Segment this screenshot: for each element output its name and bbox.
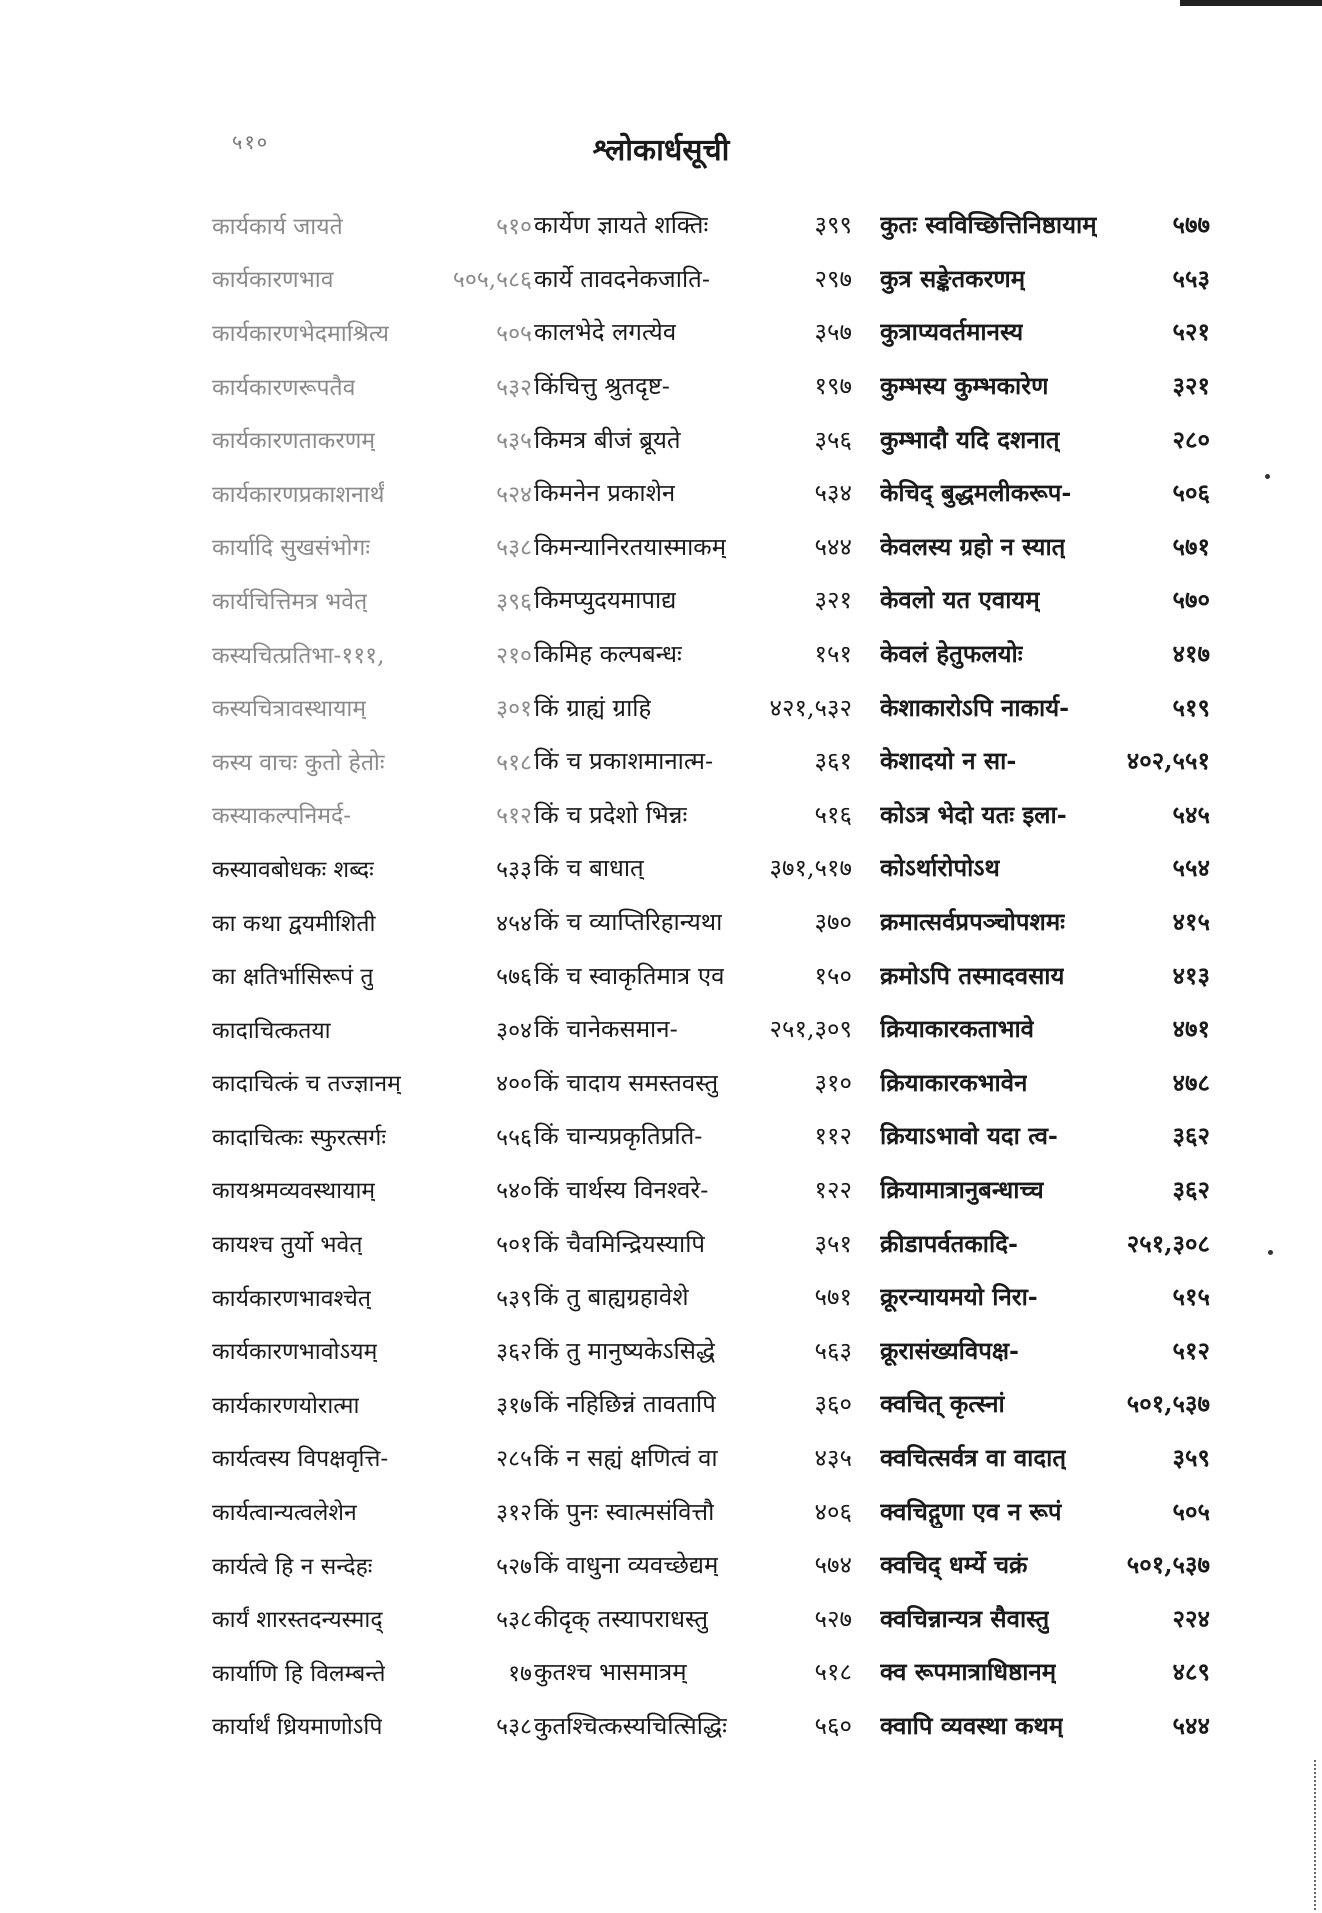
entry-verse: क्रीडापर्वतकादि- <box>880 1228 1018 1258</box>
index-entry <box>880 1645 1210 1699</box>
entry-verse: कार्यत्वस्य विपक्षवृत्ति- <box>212 1446 389 1473</box>
index-entry <box>880 1323 1210 1377</box>
entry-page-ref: ३५१ <box>814 1229 852 1258</box>
entry-page-ref: ३२१ <box>1172 371 1210 401</box>
speck-mark <box>1265 474 1270 479</box>
entry-page-ref: ४८९ <box>1172 1657 1210 1687</box>
entry-page-ref: १२२ <box>814 1175 852 1204</box>
entry-verse: किं चानेकसमान- <box>534 1015 678 1044</box>
entry-verse: कार्यकारणभावोऽयम् <box>212 1339 378 1366</box>
entry-page-ref: १५० <box>814 961 852 990</box>
entry-verse: कुत्राप्यवर्तमानस्य <box>880 317 1024 347</box>
entry-page-ref: ५१८ <box>814 1658 852 1687</box>
entry-verse: किमिह कल्पबन्धः <box>534 640 682 669</box>
index-entry <box>880 252 1210 306</box>
index-entry <box>534 1645 852 1699</box>
index-entry <box>212 412 532 466</box>
index-entry <box>534 680 852 734</box>
index-entry <box>212 895 532 949</box>
index-column-3 <box>880 198 1210 1752</box>
index-entry <box>534 627 852 681</box>
index-entry <box>212 359 532 413</box>
entry-verse: कुम्भस्य कुम्भकारेण <box>880 371 1049 401</box>
entry-verse: किं च स्वाकृतिमात्र एव <box>534 961 725 990</box>
entry-verse: किं ग्राह्यं ग्राहि <box>534 693 652 722</box>
entry-page-ref: ५७४ <box>814 1551 852 1580</box>
entry-page-ref: ५१२ <box>1172 1335 1210 1365</box>
entry-verse: किं तु मानुष्यकेऽसिद्धे <box>534 1336 716 1365</box>
index-entry <box>212 1699 532 1753</box>
entry-page-ref: ३१७ <box>496 1392 532 1419</box>
index-entry <box>212 466 532 520</box>
index-entry <box>880 1270 1210 1324</box>
index-entry <box>880 520 1210 574</box>
entry-verse: केवलो यत एवायम् <box>880 585 1040 615</box>
entry-verse: कार्यकारणताकरणम् <box>212 428 376 455</box>
entry-verse: क्रूरासंख्यविपक्ष- <box>880 1335 1020 1365</box>
entry-verse: क्वापि व्यवस्था कथम् <box>880 1710 1064 1740</box>
index-entry <box>534 573 852 627</box>
index-entry <box>534 1484 852 1538</box>
index-entry <box>212 573 532 627</box>
entry-verse: किं चैवमिन्द्रियस्यापि <box>534 1229 706 1258</box>
entry-verse: क्रियाकारकताभावे <box>880 1014 1035 1044</box>
entry-verse: किं च प्रदेशो भिन्नः <box>534 800 688 829</box>
entry-page-ref: ५१२ <box>496 803 532 830</box>
entry-page-ref: ५०५ <box>1172 1496 1210 1526</box>
entry-verse: कार्यकारणयोरात्मा <box>212 1392 360 1419</box>
entry-page-ref: ५३८ <box>496 1714 532 1741</box>
entry-verse: किं चादाय समस्तवस्तु <box>534 1068 719 1097</box>
entry-page-ref: ५१० <box>496 213 532 240</box>
speck-mark <box>1268 1250 1273 1255</box>
index-entry <box>880 1377 1210 1431</box>
entry-page-ref: ५४५ <box>1172 799 1210 829</box>
entry-page-ref: ११२ <box>814 1122 852 1151</box>
index-entry <box>880 466 1210 520</box>
entry-verse: क्वचिन्नान्यत्र सैवास्तु <box>880 1603 1050 1633</box>
index-entry <box>212 1323 532 1377</box>
entry-page-ref: ३७१,५१७ <box>769 854 852 883</box>
entry-page-ref: ४१५ <box>1172 907 1210 937</box>
entry-page-ref: ३६२ <box>496 1339 532 1366</box>
entry-page-ref: ५५४ <box>1172 853 1210 883</box>
index-entry <box>534 1270 852 1324</box>
index-entry <box>212 734 532 788</box>
entry-verse: क्रमात्सर्वप्रपञ्चोपशमः <box>880 907 1066 937</box>
index-entry <box>880 1538 1210 1592</box>
entry-verse: केशादयो न सा- <box>880 746 1017 776</box>
entry-page-ref: ३५६ <box>814 425 852 454</box>
entry-page-ref: ५४४ <box>1172 1710 1210 1740</box>
entry-verse: केचिद् बुद्धमलीकरूप- <box>880 478 1072 508</box>
entry-verse: कुम्भादौ यदि दशनात् <box>880 424 1060 454</box>
index-entry <box>534 198 852 252</box>
entry-page-ref: ५७१ <box>1172 531 1210 561</box>
index-entry <box>212 1377 532 1431</box>
entry-page-ref: ३६२ <box>1172 1121 1210 1151</box>
entry-page-ref: ३५७ <box>814 318 852 347</box>
entry-verse: कस्य वाचः कुतो हेतोः <box>212 749 385 776</box>
index-entry <box>880 734 1210 788</box>
entry-verse: क्वचिद्गुणा एव न रूपं <box>880 1496 1062 1526</box>
index-entry <box>534 1109 852 1163</box>
entry-verse: कार्यकार्य जायते <box>212 213 343 240</box>
entry-page-ref: ५०१ <box>496 1232 532 1259</box>
entry-verse: कार्यकारणरूपतैव <box>212 374 356 401</box>
entry-page-ref: ५२७ <box>814 1604 852 1633</box>
index-entry <box>880 305 1210 359</box>
index-entry <box>534 520 852 574</box>
entry-verse: किं च बाधात् <box>534 854 644 883</box>
entry-verse: का कथा द्वयमीशिती <box>212 910 376 937</box>
entry-verse: कुतः स्वविच्छित्तिनिष्ठायाम् <box>880 210 1097 240</box>
entry-page-ref: ५१५ <box>1172 1282 1210 1312</box>
entry-verse: किमप्युदयमापाद्य <box>534 586 677 615</box>
entry-verse: किं पुनः स्वात्मसंवित्तौ <box>534 1497 715 1526</box>
entry-page-ref: ५३९ <box>496 1285 532 1312</box>
entry-verse: कुत्र सङ्केतकरणम् <box>880 263 1026 293</box>
entry-verse: कादाचित्कं च तज्ज्ञानम् <box>212 1071 401 1098</box>
index-entry <box>534 1431 852 1485</box>
index-entry <box>534 895 852 949</box>
index-entry <box>880 1591 1210 1645</box>
entry-page-ref: ४०२,५५१ <box>1126 746 1210 776</box>
entry-verse: कार्यकारणभावश्चेत् <box>212 1285 372 1312</box>
entry-page-ref: ५०१,५३७ <box>1126 1389 1210 1419</box>
entry-verse: कालभेदे लगत्येव <box>534 318 677 347</box>
entry-page-ref: ५७७ <box>1172 210 1210 240</box>
entry-page-ref: २२४ <box>1172 1603 1210 1633</box>
entry-page-ref: ३०१ <box>496 696 532 723</box>
entry-verse: क्रियाकारकभावेन <box>880 1067 1028 1097</box>
entry-page-ref: ४७८ <box>1172 1067 1210 1097</box>
entry-verse: कार्यकारणभाव <box>212 267 334 294</box>
entry-verse: कार्याणि हि विलम्बन्ते <box>212 1660 386 1687</box>
index-entry <box>880 412 1210 466</box>
entry-verse: क्रमोऽपि तस्मादवसाय <box>880 960 1065 990</box>
entry-verse: कार्यार्थं ध्रियमाणोऽपि <box>212 1714 383 1741</box>
page-title: श्लोकार्धसूची <box>592 133 730 168</box>
index-entry <box>534 412 852 466</box>
index-entry <box>534 1056 852 1110</box>
index-entry <box>880 1002 1210 1056</box>
entry-page-ref: ३१२ <box>496 1500 532 1527</box>
index-entry <box>212 1431 532 1485</box>
entry-verse: कोऽर्थारोपोऽथ <box>880 853 1000 883</box>
index-entry <box>880 627 1210 681</box>
index-entry <box>880 1216 1210 1270</box>
entry-verse: कार्येण ज्ञायते शक्तिः <box>534 211 709 240</box>
entry-page-ref: ५६३ <box>814 1336 852 1365</box>
top-edge-rule <box>1180 0 1322 6</box>
index-entry <box>534 1591 852 1645</box>
index-entry <box>534 305 852 359</box>
index-entry <box>212 1538 532 1592</box>
entry-verse: कस्यावबोधकः शब्दः <box>212 856 374 883</box>
entry-page-ref: ५०१,५३७ <box>1126 1550 1210 1580</box>
edge-scan-marks <box>1314 1760 1319 1910</box>
index-entry <box>534 734 852 788</box>
index-entry <box>880 1109 1210 1163</box>
index-entry <box>212 1002 532 1056</box>
entry-page-ref: १९७ <box>814 372 852 401</box>
entry-page-ref: २८० <box>1172 424 1210 454</box>
index-entry <box>212 1109 532 1163</box>
entry-verse: कुतश्चित्कस्यचित्सिद्धिः <box>534 1711 727 1740</box>
entry-page-ref: १७ <box>508 1660 532 1687</box>
index-entry <box>212 1270 532 1324</box>
index-entry <box>534 466 852 520</box>
entry-page-ref: ४०० <box>496 1071 532 1098</box>
entry-page-ref: ५५३ <box>1172 263 1210 293</box>
index-entry <box>880 1056 1210 1110</box>
entry-page-ref: ४५४ <box>496 910 532 937</box>
index-entry <box>212 198 532 252</box>
index-entry <box>534 252 852 306</box>
index-entry <box>880 1163 1210 1217</box>
index-entry <box>880 1484 1210 1538</box>
index-entry <box>534 788 852 842</box>
entry-page-ref: ५३८ <box>496 535 532 562</box>
entry-page-ref: ५६० <box>814 1711 852 1740</box>
index-entry <box>212 788 532 842</box>
entry-page-ref: ५०५,५८६ <box>452 267 532 294</box>
entry-verse: कार्यत्वे हि न सन्देहः <box>212 1553 373 1580</box>
entry-page-ref: ५०६ <box>1172 478 1210 508</box>
index-entry <box>880 948 1210 1002</box>
entry-verse: कोऽत्र भेदो यतः इला- <box>880 799 1067 829</box>
index-entry <box>534 948 852 1002</box>
index-entry <box>212 1056 532 1110</box>
entry-page-ref: ३६१ <box>814 747 852 776</box>
entry-verse: कार्यकारणभेदमाश्रित्य <box>212 320 389 347</box>
entry-page-ref: ४०६ <box>814 1497 852 1526</box>
entry-verse: क्रियाऽभावो यदा त्व- <box>880 1121 1058 1151</box>
index-column-1 <box>212 198 532 1752</box>
entry-verse: कार्ये तावदनेकजाति- <box>534 264 710 293</box>
entry-verse: कार्यकारणप्रकाशनार्थं <box>212 481 385 508</box>
entry-verse: कादाचित्कतया <box>212 1017 331 1044</box>
entry-verse: क्वचित्सर्वत्र वा वादात् <box>880 1442 1067 1472</box>
entry-verse: कस्यचित्प्रतिभा-१११, <box>212 642 385 669</box>
entry-verse: किं वाधुना व्यवच्छेद्यम् <box>534 1551 719 1580</box>
entry-verse: का क्षतिर्भासिरूपं तु <box>212 964 374 991</box>
index-entry <box>212 1163 532 1217</box>
index-entry <box>880 788 1210 842</box>
entry-page-ref: ५०५ <box>496 320 532 347</box>
index-entry <box>212 1591 532 1645</box>
entry-page-ref: ५१६ <box>814 800 852 829</box>
entry-page-ref: ५३५ <box>496 428 532 455</box>
entry-verse: किमन्यानिरतयास्माकम् <box>534 532 727 561</box>
entry-page-ref: ५२१ <box>1172 317 1210 347</box>
index-entry <box>880 198 1210 252</box>
index-entry <box>534 1377 852 1431</box>
entry-verse: क्वचिद् धर्म्ये चक्रं <box>880 1550 1028 1580</box>
entry-verse: कुतश्च भासमात्रम् <box>534 1658 687 1687</box>
entry-verse: कार्यं शारस्तदन्यस्माद् <box>212 1607 383 1634</box>
index-entry <box>212 680 532 734</box>
entry-page-ref: ५७१ <box>814 1283 852 1312</box>
entry-page-ref: ३९६ <box>496 588 532 615</box>
entry-verse: किं तु बाह्यग्रहावेशे <box>534 1283 689 1312</box>
index-entry <box>212 1645 532 1699</box>
entry-page-ref: ४१७ <box>1172 639 1210 669</box>
entry-page-ref: ५२४ <box>496 481 532 508</box>
index-entry <box>534 1699 852 1753</box>
entry-page-ref: २५१,३०९ <box>769 1015 852 1044</box>
entry-verse: कीदृक् तस्यापराधस्तु <box>534 1604 709 1633</box>
index-entry <box>534 359 852 413</box>
entry-verse: कार्यादि सुखसंभोगः <box>212 535 371 562</box>
index-entry <box>534 1216 852 1270</box>
entry-verse: किं चार्थस्य विनश्वरे- <box>534 1175 709 1204</box>
index-entry <box>212 1484 532 1538</box>
index-entry <box>212 305 532 359</box>
entry-verse: क्वचित् कृत्स्नां <box>880 1389 1005 1419</box>
index-entry <box>212 841 532 895</box>
index-entry <box>212 520 532 574</box>
index-entry <box>212 252 532 306</box>
entry-page-ref: ५५६ <box>496 1124 532 1151</box>
entry-page-ref: ३६० <box>814 1390 852 1419</box>
entry-page-ref: ४३५ <box>814 1443 852 1472</box>
entry-page-ref: ३७० <box>814 908 852 937</box>
entry-page-ref: ५४४ <box>814 532 852 561</box>
index-entry <box>534 1323 852 1377</box>
entry-page-ref: २१० <box>496 642 532 669</box>
entry-verse: कार्यत्वान्यत्वलेशेन <box>212 1500 357 1527</box>
entry-verse: क्रूरन्यायमयो निरा- <box>880 1282 1038 1312</box>
entry-page-ref: ३०४ <box>496 1017 532 1044</box>
entry-page-ref: २५१,३०८ <box>1126 1228 1210 1258</box>
index-entry <box>212 1216 532 1270</box>
entry-page-ref: ५७० <box>1172 585 1210 615</box>
entry-page-ref: ४१३ <box>1172 960 1210 990</box>
index-entry <box>212 948 532 1002</box>
entry-verse: किमत्र बीजं ब्रूयते <box>534 425 681 454</box>
entry-page-ref: २९७ <box>814 264 852 293</box>
entry-verse: किं चान्यप्रकृतिप्रति- <box>534 1122 703 1151</box>
index-entry <box>880 895 1210 949</box>
entry-page-ref: ५४० <box>496 1178 532 1205</box>
entry-verse: कार्यचित्तिमत्र भवेत् <box>212 588 368 615</box>
entry-verse: किं च व्याप्तिरिहान्यथा <box>534 908 723 937</box>
entry-page-ref: ३६२ <box>1172 1174 1210 1204</box>
entry-verse: किंचित्तु श्रुतदृष्ट- <box>534 372 670 401</box>
entry-verse: कादाचित्कः स्फुरत्सर्गः <box>212 1124 386 1151</box>
entry-page-ref: ५३२ <box>496 374 532 401</box>
entry-page-ref: ३१० <box>814 1068 852 1097</box>
entry-verse: क्व रूपमात्राधिष्ठानम् <box>880 1657 1057 1687</box>
entry-page-ref: ५१९ <box>1172 692 1210 722</box>
entry-verse: किं न सह्यं क्षणित्वं वा <box>534 1443 718 1472</box>
entry-page-ref: ५२७ <box>496 1553 532 1580</box>
index-entry <box>534 841 852 895</box>
entry-verse: किमनेन प्रकाशेन <box>534 479 676 508</box>
entry-verse: किं च प्रकाशमानात्म- <box>534 747 714 776</box>
entry-verse: केशाकारोऽपि नाकार्य- <box>880 692 1070 722</box>
entry-page-ref: ४७१ <box>1172 1014 1210 1044</box>
entry-page-ref: ३२१ <box>814 586 852 615</box>
index-entry <box>880 680 1210 734</box>
entry-verse: केवलस्य ग्रहो न स्यात् <box>880 531 1066 561</box>
entry-page-ref: ४२१,५३२ <box>769 693 852 722</box>
entry-page-ref: ५३४ <box>814 479 852 508</box>
entry-page-ref: ५३८ <box>496 1607 532 1634</box>
entry-verse: कस्याकल्पनिमर्द- <box>212 803 351 830</box>
entry-page-ref: २८५ <box>496 1446 532 1473</box>
entry-verse: कायश्रमव्यवस्थायाम् <box>212 1178 376 1205</box>
index-column-2 <box>534 198 852 1752</box>
entry-page-ref: १५१ <box>814 640 852 669</box>
entry-verse: क्रियामात्रानुबन्धाच्च <box>880 1174 1044 1204</box>
index-entry <box>880 1699 1210 1753</box>
entry-page-ref: ३५९ <box>1172 1442 1210 1472</box>
entry-page-ref: ५१८ <box>496 749 532 776</box>
entry-verse: केवलं हेतुफलयोः <box>880 639 1023 669</box>
entry-verse: कायश्च तुर्यो भवेत् <box>212 1232 363 1259</box>
entry-verse: किं नहिछिन्नं तावतापि <box>534 1390 716 1419</box>
index-entry <box>212 627 532 681</box>
page-number: ५१० <box>232 130 270 154</box>
entry-verse: कस्यचित्रावस्थायाम् <box>212 696 367 723</box>
index-entry <box>534 1163 852 1217</box>
entry-page-ref: ५७६ <box>496 964 532 991</box>
index-entry <box>880 573 1210 627</box>
index-entry <box>880 359 1210 413</box>
entry-page-ref: ३९९ <box>814 211 852 240</box>
index-entry <box>534 1538 852 1592</box>
index-entry <box>880 1431 1210 1485</box>
entry-page-ref: ५३३ <box>496 856 532 883</box>
index-entry <box>534 1002 852 1056</box>
index-entry <box>880 841 1210 895</box>
